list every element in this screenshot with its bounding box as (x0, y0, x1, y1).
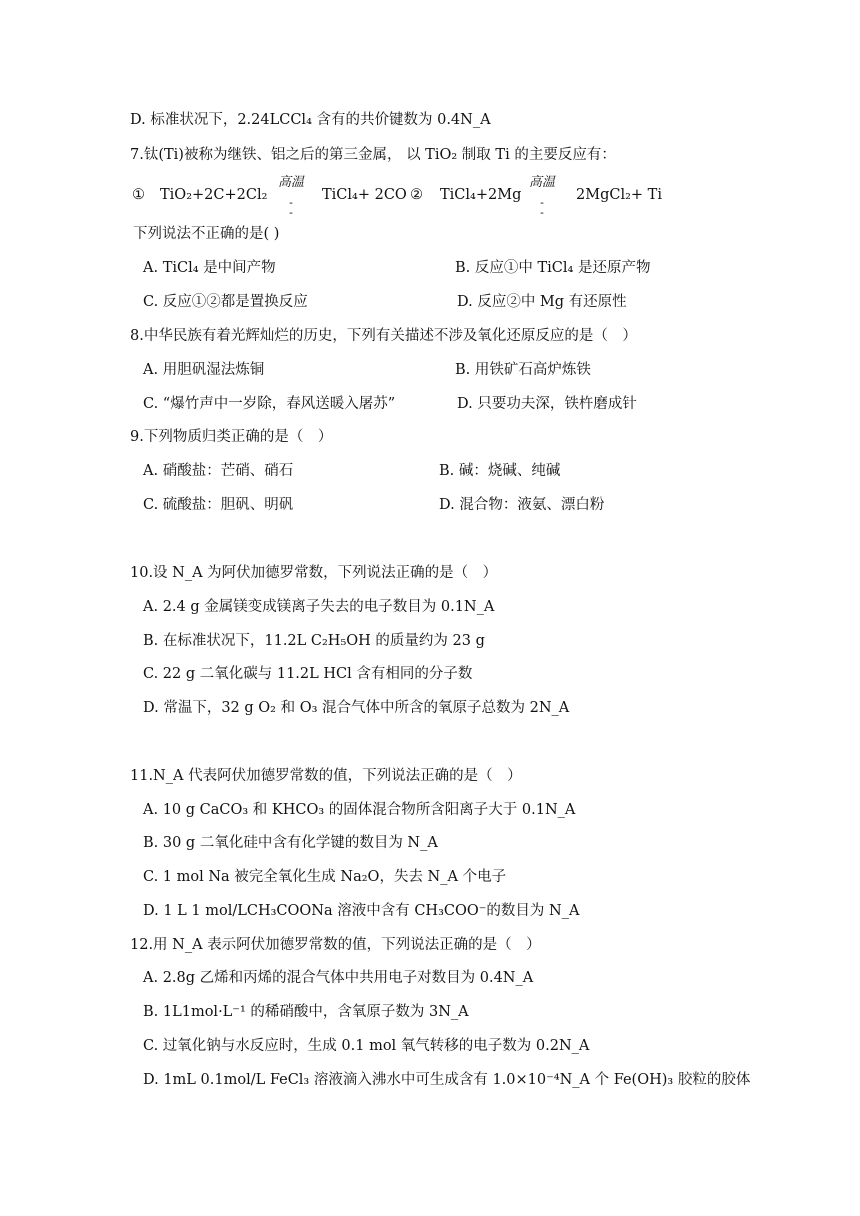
q7-reaction-1-condition: 高温 - - (277, 175, 304, 219)
q12-option-b: B. 1L1mol·L⁻¹ 的稀硝酸中，含氧原子数为 3N_A (143, 1004, 469, 1020)
q7-reaction-2-condition: 高温 - - (528, 175, 555, 219)
q8-option-d: D. 只要功夫深，铁杵磨成针 (457, 396, 637, 412)
q10-option-b: B. 在标准状况下，11.2L C₂H₅OH 的质量约为 23 g (143, 633, 485, 649)
q7-option-b: B. 反应①中 TiCl₄ 是还原产物 (455, 260, 651, 276)
q12-stem: 12.用 N_A 表示阿伏加德罗常数的值，下列说法正确的是（ ） (130, 937, 541, 953)
q8-stem: 8.中华民族有着光辉灿烂的历史，下列有关描述不涉及氧化还原反应的是（ ） (130, 328, 637, 344)
q7-stem: 7.钛(Ti)被称为继铁、铝之后的第三金属， 以 TiO₂ 制取 Ti 的主要反应有： (130, 147, 616, 163)
q7-reaction-1-number: ① (132, 187, 145, 203)
q11-option-b: B. 30 g 二氧化硅中含有化学键的数目为 N_A (143, 835, 438, 851)
q12-option-a: A. 2.8g 乙烯和丙烯的混合气体中共用电子对数目为 0.4N_A (143, 970, 534, 986)
q7-option-a: A. TiCl₄ 是中间产物 (143, 260, 276, 276)
q12-option-d: D. 1mL 0.1mol/L FeCl₃ 溶液滴入沸水中可生成含有 1.0×10⁻⁴N_A 个 Fe(OH)₃ 胶粒的胶体 (143, 1072, 751, 1088)
q11-option-d: D. 1 L 1 mol/LCH₃COONa 溶液中含有 CH₃COO⁻的数目为 N_A (143, 903, 580, 919)
q7-question: 下列说法不正确的是( ) (133, 226, 280, 242)
q7-reaction-2-products: 2MgCl₂+ Ti (576, 187, 662, 203)
q9-option-a: A. 硝酸盐：芒硝、硝石 (143, 463, 294, 479)
q7-option-c: C. 反应①②都是置换反应 (143, 294, 308, 310)
q10-option-d: D. 常温下，32 g O₂ 和 O₃ 混合气体中所含的氧原子总数为 2N_A (143, 700, 570, 716)
q9-option-c: C. 硫酸盐：胆矾、明矾 (143, 497, 294, 513)
q11-option-a: A. 10 g CaCO₃ 和 KHCO₃ 的固体混合物所含阳离子大于 0.1N_A (143, 802, 576, 818)
q7-reaction-2-reactants: TiCl₄+2Mg (440, 187, 522, 203)
q8-option-a: A. 用胆矾湿法炼铜 (143, 362, 265, 378)
q7-option-d: D. 反应②中 Mg 有还原性 (457, 294, 627, 310)
q10-option-c: C. 22 g 二氧化碳与 11.2L HCl 含有相同的分子数 (143, 666, 473, 682)
q8-option-c: C. “爆竹声中一岁除，春风送暖入屠苏” (143, 396, 396, 412)
q8-option-b: B. 用铁矿石高炉炼铁 (455, 362, 591, 378)
q11-stem: 11.N_A 代表阿伏加德罗常数的值，下列说法正确的是（ ） (130, 768, 522, 784)
q9-stem: 9.下列物质归类正确的是（ ） (130, 429, 333, 445)
q7-reaction-1-reactants: TiO₂+2C+2Cl₂ (160, 187, 268, 203)
q7-reaction-2-number: ② (410, 187, 423, 203)
q10-option-a: A. 2.4 g 金属镁变成镁离子失去的电子数目为 0.1N_A (143, 599, 495, 615)
q6-option-d: D. 标准状况下，2.24LCCl₄ 含有的共价键数为 0.4N_A (130, 112, 491, 128)
q9-option-d: D. 混合物：液氨、漂白粉 (439, 497, 605, 513)
q11-option-c: C. 1 mol Na 被完全氧化生成 Na₂O，失去 N_A 个电子 (143, 869, 507, 885)
q7-reaction-1-products: TiCl₄+ 2CO (322, 187, 407, 203)
q12-option-c: C. 过氧化钠与水反应时，生成 0.1 mol 氧气转移的电子数为 0.2N_A (143, 1038, 590, 1054)
q10-stem: 10.设 N_A 为阿伏加德罗常数，下列说法正确的是（ ） (130, 565, 498, 581)
q9-option-b: B. 碱：烧碱、纯碱 (439, 463, 561, 479)
